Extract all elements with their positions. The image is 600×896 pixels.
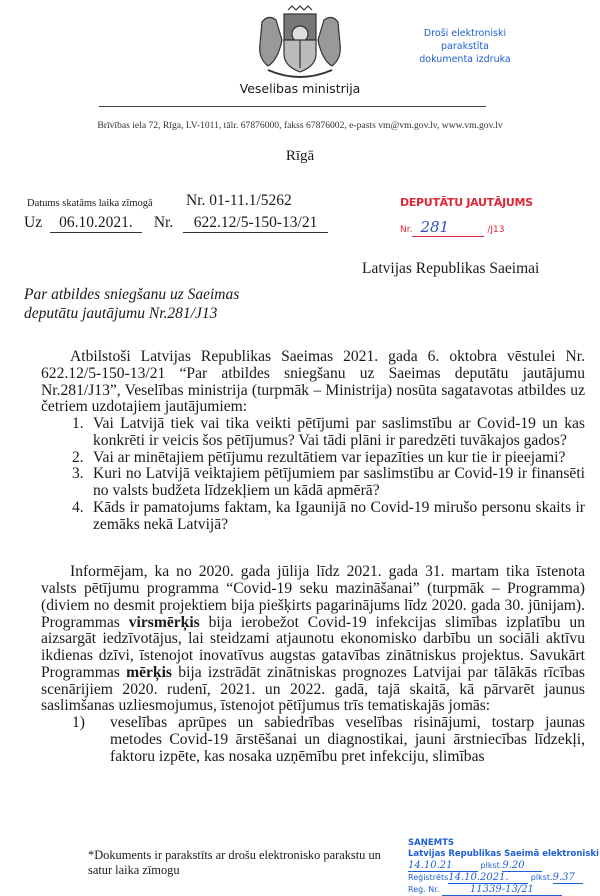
list-item — [41, 500, 585, 534]
subject — [24, 285, 239, 323]
list-item — [41, 466, 585, 500]
item-text: Kāds ir pamatojums faktam, ka Igaunijā no Covid-19 mirušo personu skaits ir zemāks nekā Latvijā? — [93, 498, 585, 533]
plkst-label: plkst. — [530, 873, 553, 882]
city: Rīgā — [285, 148, 315, 164]
item-number: 1) — [72, 714, 85, 731]
nr-suffix: /J13 — [487, 225, 505, 235]
intro-section — [41, 349, 585, 533]
text: bija izstrādāt zinātniskas prognozes Latvijai par tālākās rīcības scenārijiem 2020. rudenī, 2021. un 2022. gadā, tajā skaitā, kā pārvarēt jaunus saslimšanas uzliesmojumus, īstenojot pētījumus trīs tematiskajās jomās: — [41, 663, 585, 715]
handwritten-number: 281 — [412, 218, 484, 237]
registered-label: Reģistrēts — [408, 873, 449, 882]
nr-label: Nr. — [400, 225, 413, 235]
subject-line: deputātu jautājumu Nr.281/J13 — [24, 305, 218, 322]
item-text: Kuri no Latvijā veiktajiem pētījumiem par saslimstību ar Covid-19 ir finansēti no valsts budžeta līdzekļiem un kādā apmērā? — [93, 465, 585, 499]
item-text: Vai Latvijā tiek vai tika veikti pētījumi par saslimstību ar Covid-19 un kas konkrēti ir veicis šos pētījumus? Vai tādi plāni ir paredzēti tuvākajos gados? — [93, 415, 585, 449]
received-time: 9.20 — [502, 860, 542, 872]
program-section — [41, 564, 585, 765]
item-number: 4. — [72, 498, 84, 516]
text: Informējam, ka no 2020. gada jūlija līdz 2021. gada 31. martam tika īstenota valsts pētījumu programma “Covid-19 seku mazināšanai” (turpmāk – Programma) (diviem no desmit projektiem bija piešķirts pagarinājums līdz 2020. gada 30. jūnijam). Programmas — [41, 563, 585, 631]
bold-term: mērķis — [126, 663, 172, 681]
received-stamp — [408, 838, 599, 896]
received-date: 14.10.21 — [408, 860, 478, 872]
item-text: Vai ar minētajiem pētījumu rezultātiem var iepazīties un kur tie ir pieejami? — [93, 448, 566, 466]
nr-label: Nr. — [153, 214, 174, 231]
letter-body — [41, 349, 585, 765]
uz-label: Uz — [24, 214, 43, 231]
registered-time: 9.37 — [553, 872, 583, 884]
header-divider — [99, 106, 486, 107]
esign-note-line: Droši elektroniski parakstīta — [423, 28, 507, 52]
list-item — [41, 450, 585, 467]
footnote: *Dokuments ir parakstīts ar drošu elektronisko parakstu un satur laika zīmogu — [88, 848, 381, 877]
item-number: 2. — [72, 448, 84, 466]
date-note: Datums skatāms laika zīmogā — [27, 198, 153, 209]
text: bija ierobežot Covid-19 infekcijas slimības izplatību un aizsargāt iedzīvotājus, lai steidzami atjaunotu ekonomisko darbību un sociāli aktīvu ikdienas dzīvi, īstenojot inovatīvus augstas gatavības zinātniskus projektus. Savukārt Programmas — [41, 613, 585, 681]
outgoing-number: Nr. 01-11.1/5262 — [186, 192, 292, 209]
item-number: 3. — [72, 465, 84, 483]
reference-date: 06.10.2021. — [50, 214, 142, 233]
reference-number: 622.12/5-150-13/21 — [183, 214, 328, 233]
deputy-question-stamp-title: DEPUTĀTU JAUTĀJUMS — [400, 196, 533, 209]
deputy-question-number — [400, 218, 504, 237]
recipient: Latvijas Republikas Saeimai — [362, 260, 540, 277]
esign-note-line: dokumenta izdruka — [419, 54, 511, 65]
reg-nr: 11339-13/21 — [442, 884, 562, 896]
list-item — [41, 416, 585, 450]
plkst-label: plkst. — [480, 861, 503, 870]
stamp-org: Latvijas Republikas Saeimā elektroniski — [408, 849, 599, 859]
intro-paragraph: Atbilstoši Latvijas Republikas Saeimas 2021. gada 6. oktobra vēstulei Nr. 622.12/5-150-13/21 “Par atbildes sniegšanu uz Saeimas deputātu jautājumu Nr.281/J13”, Veselības ministrija (turpmāk – Ministrija) nosūta sagatavotas atbildes uz četriem uzdotajiem jautājumiem: — [41, 348, 585, 416]
ministry-address: Brīvības iela 72, Rīga, LV-1011, tālr. 67876000, fakss 67876002, e-pasts vm@vm.gov.lv, www.vm.gov.lv — [97, 120, 503, 131]
list-item — [41, 715, 585, 765]
subject-line: Par atbildes sniegšanu uz Saeimas — [24, 286, 240, 303]
questions-list — [41, 416, 585, 533]
ministry-name: Veselibas ministrija — [239, 81, 361, 96]
item-number: 1. — [72, 415, 84, 432]
stamp-title: SAŅEMTS — [408, 838, 454, 848]
reference-line — [24, 214, 328, 233]
program-paragraph — [41, 564, 585, 715]
item-text: veselības aprūpes un sabiedrības veselības risinājumi, tostarp jaunas metodes Covid-19 ārstēšanai un diagnostikai, jauni ārstniecības līdzekļi, faktoru izpēte, kas nosaka uzņēmību pret infekciju, slimības — [110, 714, 585, 765]
bold-term: virsmērķis — [128, 613, 200, 631]
registered-date: 14.10.2021. — [448, 872, 528, 884]
coat-of-arms-emblem — [248, 4, 352, 82]
esign-note — [405, 27, 525, 66]
reg-nr-label: Reģ. Nr. — [408, 885, 440, 894]
